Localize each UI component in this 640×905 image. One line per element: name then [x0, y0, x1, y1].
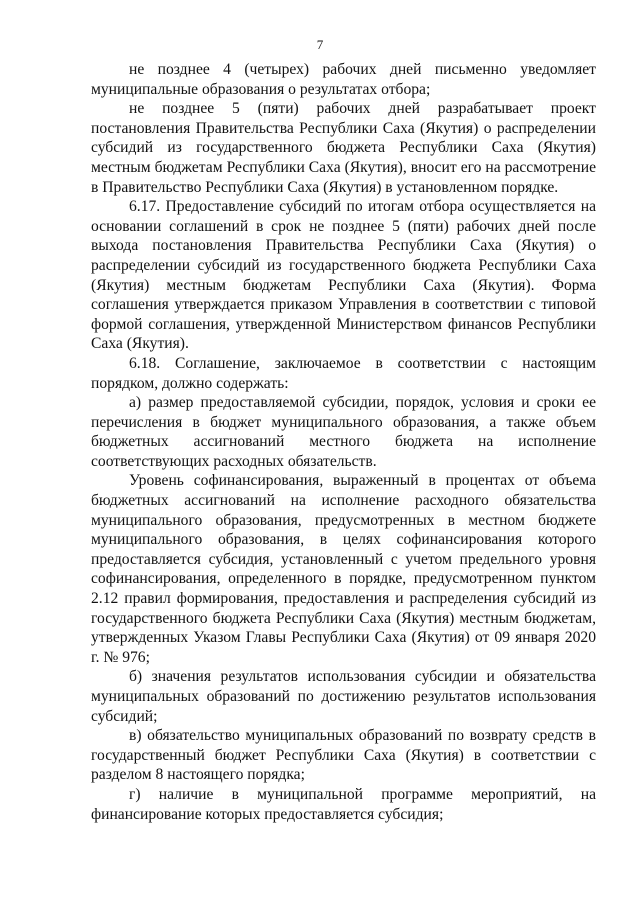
paragraph-6-17: 6.17. Предоставление субсидий по итогам отбора осуществляется на основании соглашений в срок не позднее 5 (пяти) рабочих дней после выхода постановления Правительства Республики Саха (Якутия) о распределении субсидий из государственного бюджета Республики Саха (Якутия) местным бюджетам Республики Саха (Якутия). Форма соглашения утверждается приказом Управления в соответствии с типовой формой соглашения, утвержденной Министерством финансов Республики Саха (Якутия).	[91, 198, 596, 353]
paragraph-notify-municipalities: не позднее 4 (четырех) рабочих дней письменно уведомляет муниципальные образования о результатах отбора;	[91, 61, 596, 98]
list-item-b: б) значения результатов использования субсидии и обязательства муниципальных образований по достижению результатов использования субсидий;	[91, 668, 596, 725]
paragraph-cofinancing-level: Уровень софинансирования, выраженный в процентах от объема бюджетных ассигнований на исполнение расходного обязательства муниципального образования, предусмотренных в местном бюджете муниципального образования, в целях софинансирования которого предоставляется субсидия, установленный с учетом предельного уровня софинансирования, определенного в порядке, предусмотренном пунктом 2.12 правил формирования, предоставления и распределения субсидий из государственного бюджета Республики Саха (Якутия) местным бюджетам, утвержденных Указом Главы Республики Саха (Якутия) от 09 января 2020 г. № 976;	[91, 472, 596, 666]
list-item-a: а) размер предоставляемой субсидии, порядок, условия и сроки ее перечисления в бюджет муниципального образования, а также объем бюджетных ассигнований местного бюджета на исполнение соответствующих расходных обязательств.	[91, 394, 596, 470]
paragraph-6-18: 6.18. Соглашение, заключаемое в соответствии с настоящим порядком, должно содержать:	[91, 354, 596, 392]
page-number: 7	[316, 37, 324, 52]
document-body	[91, 60, 596, 824]
list-item-v: в) обязательство муниципальных образований по возврату средств в государственный бюджет Республики Саха (Якутия) в соответствии с разделом 8 настоящего порядка;	[91, 727, 596, 784]
list-item-g: г) наличие в муниципальной программе мероприятий, на финансирование которых предоставляется субсидия;	[91, 785, 596, 823]
paragraph-draft-resolution: не позднее 5 (пяти) рабочих дней разрабатывает проект постановления Правительства Республики Саха (Якутия) о распределении субсидий из государственного бюджета Республики Саха (Якутия) местным бюджетам Республики Саха (Якутия), вносит его на рассмотрение в Правительство Республики Саха (Якутия) в установленном порядке.	[91, 100, 596, 196]
